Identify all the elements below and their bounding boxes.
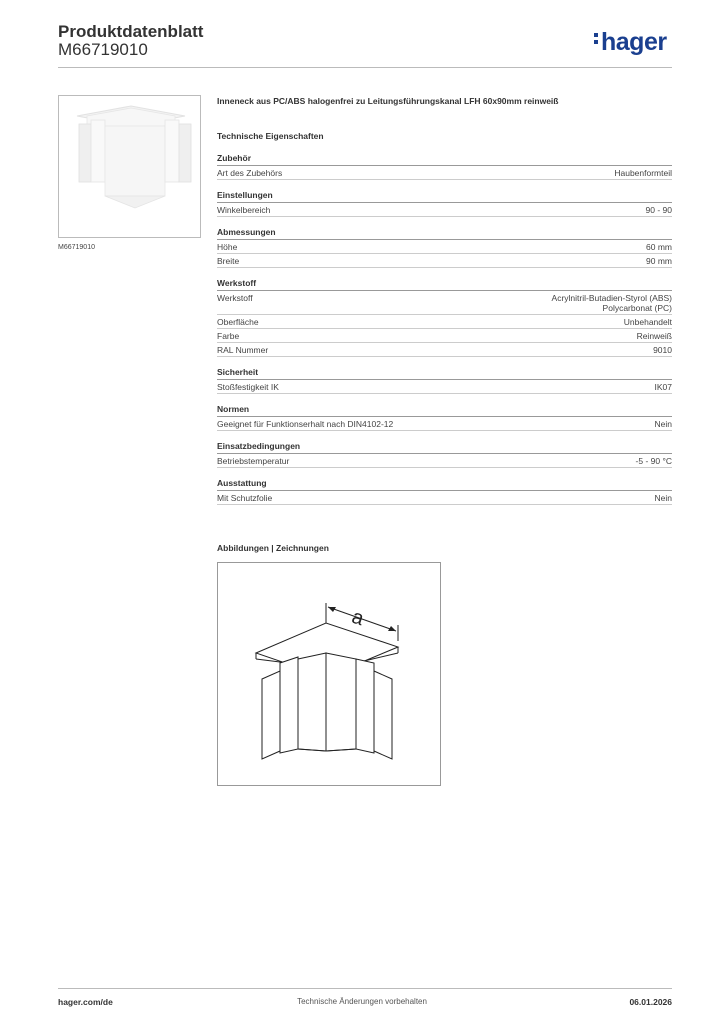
property-label: Stoßfestigkeit IK — [217, 382, 279, 392]
property-row — [217, 254, 672, 268]
dimension-label: a — [349, 605, 367, 631]
property-section — [217, 404, 672, 431]
header-divider — [58, 67, 672, 68]
property-value — [636, 456, 672, 466]
property-section — [217, 153, 672, 180]
properties-list — [217, 153, 672, 505]
property-value — [655, 419, 672, 429]
property-row — [217, 315, 672, 329]
property-value — [655, 493, 672, 503]
property-label: Werkstoff — [217, 293, 253, 303]
footer-notice: Technische Änderungen vorbehalten — [297, 997, 427, 1006]
section-title: Einsatzbedingungen — [217, 441, 672, 454]
property-row — [217, 203, 672, 217]
property-section — [217, 441, 672, 468]
section-title: Sicherheit — [217, 367, 672, 380]
corner-drawing-icon — [218, 563, 440, 785]
product-photo-icon — [59, 96, 200, 237]
technical-properties-heading: Technische Eigenschaften — [217, 131, 324, 141]
property-row — [217, 240, 672, 254]
section-title: Abmessungen — [217, 227, 672, 240]
footer-website-link[interactable]: hager.com/de — [58, 997, 113, 1007]
property-value-line: 9010 — [653, 345, 672, 355]
thumbnail-caption: M66719010 — [58, 244, 95, 251]
property-value — [614, 168, 672, 178]
property-label: RAL Nummer — [217, 345, 269, 355]
product-code: M66719010 — [58, 40, 148, 59]
property-section — [217, 190, 672, 217]
technical-drawing — [217, 562, 441, 786]
property-value-line: Haubenformteil — [614, 168, 672, 178]
property-label: Breite — [217, 256, 240, 266]
section-title: Werkstoff — [217, 278, 672, 291]
property-label: Winkelbereich — [217, 205, 271, 215]
property-value-line: Nein — [654, 419, 672, 429]
property-value — [655, 382, 673, 392]
property-row — [217, 491, 672, 505]
figures-heading: Abbildungen | Zeichnungen — [217, 543, 329, 553]
property-label: Betriebstemperatur — [217, 456, 290, 466]
property-row — [217, 417, 672, 431]
property-row — [217, 343, 672, 357]
footer-date: 06.01.2026 — [629, 997, 672, 1007]
product-details — [217, 96, 672, 505]
product-thumbnail — [58, 95, 201, 238]
property-label: Höhe — [217, 242, 238, 252]
property-value-line: -5 - 90 °C — [635, 456, 672, 466]
section-title: Zubehör — [217, 153, 672, 166]
page-title: Produktdatenblatt — [58, 22, 204, 41]
property-value — [646, 205, 672, 215]
property-row — [217, 329, 672, 343]
property-value-line: 90 - 90 — [645, 205, 672, 215]
property-value — [646, 256, 672, 266]
property-row — [217, 291, 672, 315]
property-value-line: 60 mm — [646, 242, 672, 252]
property-value — [624, 317, 672, 327]
property-value-line: Nein — [654, 493, 672, 503]
section-title: Normen — [217, 404, 672, 417]
property-value — [552, 293, 672, 313]
property-label: Mit Schutzfolie — [217, 493, 273, 503]
property-value-line: 90 mm — [646, 256, 672, 266]
footer-divider — [58, 988, 672, 989]
property-section — [217, 478, 672, 505]
hager-logo — [594, 28, 667, 57]
property-label: Farbe — [217, 331, 240, 341]
property-value — [637, 331, 672, 341]
property-label: Oberfläche — [217, 317, 259, 327]
property-value — [646, 242, 672, 252]
property-value — [653, 345, 672, 355]
property-value-line: Polycarbonat (PC) — [602, 303, 672, 313]
property-row — [217, 380, 672, 394]
section-title: Ausstattung — [217, 478, 672, 491]
property-section — [217, 367, 672, 394]
property-section — [217, 227, 672, 268]
property-row — [217, 454, 672, 468]
property-value-line: IK07 — [654, 382, 672, 392]
property-value-line: Acrylnitril-Butadien-Styrol (ABS) — [551, 293, 672, 303]
property-label: Art des Zubehörs — [217, 168, 283, 178]
logo-text: hager — [601, 28, 667, 56]
logo-dots-icon — [594, 30, 599, 47]
property-row — [217, 166, 672, 180]
property-value-line: Reinweiß — [636, 331, 672, 341]
property-label: Geeignet für Funktionserhalt nach DIN4102-12 — [217, 419, 394, 429]
property-value-line: Unbehandelt — [623, 317, 672, 327]
product-description: Inneneck aus PC/ABS halogenfrei zu Leitungsführungskanal LFH 60x90mm reinweiß — [217, 96, 559, 106]
property-section — [217, 278, 672, 357]
section-title: Einstellungen — [217, 190, 672, 203]
